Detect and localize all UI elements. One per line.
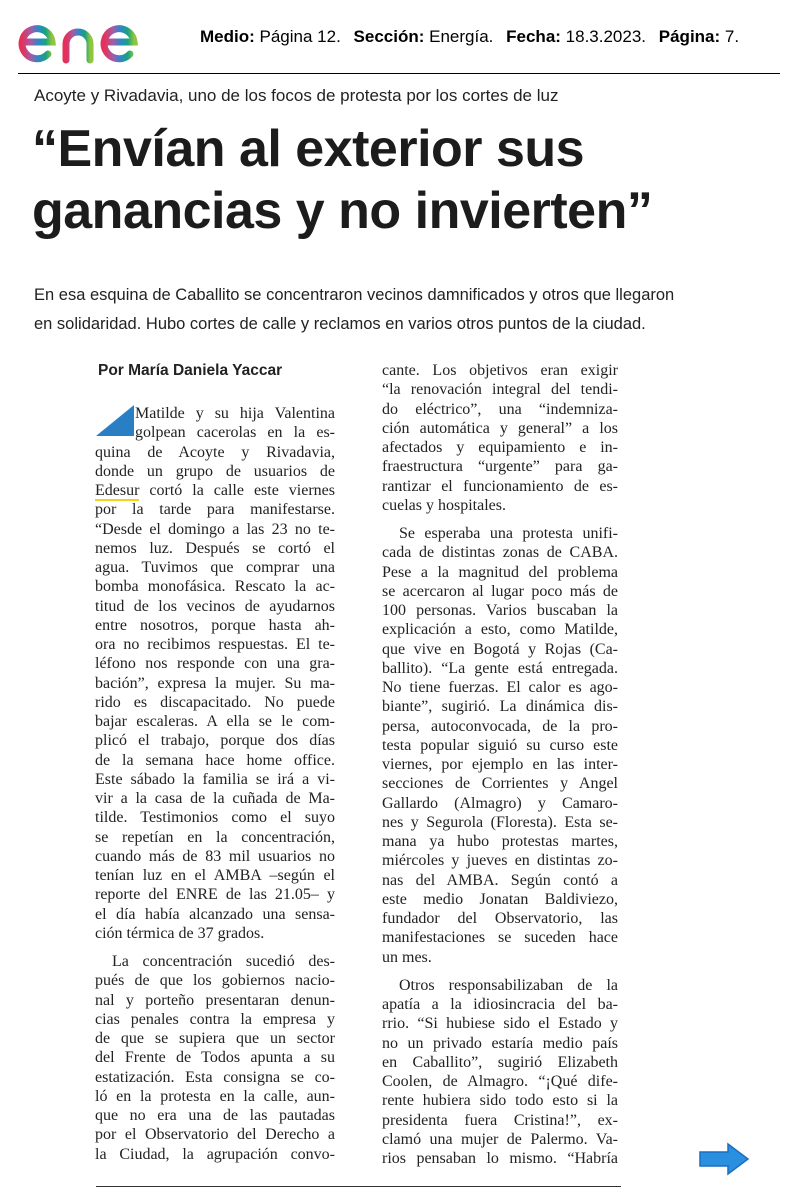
text-line: que no era una de las pautadas <box>95 1107 335 1124</box>
text-line: este medio Jonatan Baldiviezo, <box>382 890 618 908</box>
seccion-value: Energía. <box>429 27 494 46</box>
fecha-label: Fecha: <box>506 27 561 46</box>
subhead-line: en solidaridad. Hubo cortes de calle y reclamos en varios otros puntos de la ciudad. <box>34 315 646 333</box>
text-line: cuelas y hospitales. <box>382 496 506 514</box>
text-line: persa, autoconvocada, de la pro- <box>382 717 618 735</box>
seccion-label: Sección: <box>353 27 425 46</box>
fecha-value: 18.3.2023. <box>565 27 647 46</box>
text-line: nemos luz. Después se cortó el <box>95 539 335 557</box>
headline-line: ganancias y no invierten” <box>32 182 653 240</box>
text-line: La concentración sucedió des- <box>112 953 335 970</box>
text-line: apatía a la idiosincracia del ba- <box>382 996 618 1013</box>
text-line: ción térmica de 37 grados. <box>95 924 265 942</box>
bottom-divider <box>96 1186 621 1187</box>
text-line: cante. Los objetivos eran exigir <box>382 362 618 379</box>
byline: Por María Daniela Yaccar <box>98 362 283 379</box>
text-line: nes y Segurola (Floresta). Esta se- <box>382 813 618 831</box>
pagina-value: 7. <box>724 27 740 46</box>
text-line: de la semana hace home office. <box>95 751 335 769</box>
article-kicker: Acoyte y Rivadavia, uno de los focos de protesta por los cortes de luz <box>34 86 559 105</box>
highlighted-word: Edesur <box>95 482 140 499</box>
text-line: tilde. Testimonios como el suyo <box>95 809 335 827</box>
text-line: un mes. <box>382 948 432 966</box>
text-line: pués de que los gobiernos nacio- <box>95 972 335 990</box>
text-line: clamó una mujer de Palermo. Va- <box>382 1130 618 1148</box>
text-line: quina de Acoyte y Rivadavia, <box>95 443 335 461</box>
text-line: fundador del Observatorio, las <box>382 910 618 927</box>
text-line: rido es discapacitado. No puede <box>95 693 335 711</box>
text-line: Coolen, de Almagro. “¡Qué dife- <box>382 1073 618 1090</box>
text-line: léfono nos responde con una gra- <box>95 655 335 673</box>
text-fragment: cortó la calle este viernes <box>139 482 335 499</box>
text-line: testa popular siguió su curso este <box>382 736 618 754</box>
article-column-2 <box>382 361 618 1168</box>
text-line: manifestaciones se suceden hace <box>382 929 618 947</box>
pagina-label: Página: <box>658 27 721 46</box>
text-line: presidenta fuera Cristina!”, ex- <box>382 1111 618 1129</box>
text-line: donde un grupo de usuarios de <box>95 462 335 480</box>
text-line: que vive en Bogotá y Rojas (Ca- <box>382 640 618 658</box>
article-headline <box>32 118 782 242</box>
text-line: por el Observatorio del Derecho a <box>95 1126 335 1144</box>
text-line: vir a la casa de la cuñada de Ma- <box>95 790 335 807</box>
text-line: secciones de Corrientes y Angel <box>382 775 618 793</box>
text-line: ción automática y general” a los <box>382 419 618 437</box>
text-line: rrio. “Si hubiese sido el Estado y <box>382 1015 618 1033</box>
text-line: rente hubiera sido todo esto si la <box>382 1092 618 1110</box>
text-line: Gallardo (Almagro) y Camaro- <box>382 794 618 812</box>
text-line: el día había alcanzado una sensa- <box>95 905 335 923</box>
article-column-1 <box>95 404 335 1164</box>
text-line: estatización. Esta consigna se co- <box>95 1068 335 1086</box>
text-line: ballito). “La gente está entregada. <box>382 659 618 677</box>
text-line: cada de distintas zonas de CABA. <box>382 544 618 562</box>
text-line: se acercaron al lugar poco más de <box>382 582 618 600</box>
subhead-line: En esa esquina de Caballito se concentraron vecinos damnificados y otros que llegaron <box>34 286 675 304</box>
arrow-right-icon[interactable] <box>698 1142 750 1176</box>
text-line: “Desde el domingo a las 23 no te- <box>95 520 335 538</box>
text-line: agua. Tuvimos que comprar una <box>95 559 335 576</box>
text-line: nas del AMBA. Según contó a <box>382 871 618 889</box>
text-line: rios pensaban lo mismo. “Habría <box>382 1150 618 1167</box>
headline-line: “Envían al exterior sus <box>32 120 585 178</box>
medio-value: Página 12. <box>259 27 341 46</box>
text-line: afectados y equipamiento e in- <box>382 439 618 456</box>
text-line: Pese a la magnitud del problema <box>382 563 618 581</box>
text-line: no un privado estaría medio país <box>382 1034 618 1052</box>
text-line: de que se supiera que un sector <box>95 1030 335 1047</box>
text-line: golpean cacerolas en la es- <box>135 424 335 442</box>
text-line: Otros responsabilizaban de la <box>399 976 618 994</box>
text-line: ora no recibimos respuestas. El te- <box>95 636 335 653</box>
text-line: del Frente de Todos apunta a su <box>95 1049 335 1067</box>
paragraph-gap <box>95 943 335 952</box>
text-line <box>95 481 335 500</box>
text-line: se repetían en la concentración, <box>95 828 335 846</box>
text-line: cuando más de 83 mil usuarios no <box>95 847 335 865</box>
paragraph-gap <box>382 967 618 976</box>
text-line: bomba monofásica. Rescato la ac- <box>95 578 335 596</box>
enel-logo-graphic <box>18 4 180 68</box>
text-line: rantizar el funcionamiento de es- <box>382 477 618 495</box>
text-line: explicación a esto, como Matilde, <box>382 621 618 639</box>
paragraph-gap <box>382 515 618 524</box>
text-line: do eléctrico”, una “indemniza- <box>382 400 618 418</box>
text-line: “la renovación integral del tendi- <box>382 381 618 399</box>
enel-logo <box>18 4 180 68</box>
text-line: ló en la protesta en la calle, aun- <box>95 1087 335 1105</box>
text-line: la Ciudad, la agrupación convo- <box>95 1145 335 1163</box>
article-subhead <box>34 281 774 339</box>
header-divider <box>18 73 780 74</box>
text-line: plicó el trabajo, porque dos días <box>95 732 335 750</box>
page-header <box>0 0 800 76</box>
text-line: miércoles y jueves en distintas zo- <box>382 852 618 870</box>
text-line: 100 personas. Varios buscaban la <box>382 602 618 619</box>
text-line: bajar escaleras. A ella se le com- <box>95 713 335 730</box>
text-line: bación”, expresa la mujer. Su ma- <box>95 674 335 692</box>
text-line: nal y porteño presentaran denun- <box>95 991 335 1009</box>
text-line: en Caballito”, sugirió Elizabeth <box>382 1053 618 1071</box>
text-line: viernes, por ejemplo en las inter- <box>382 756 618 773</box>
text-line: por la tarde para manifestarse. <box>95 501 335 519</box>
text-line: titud de los vecinos de ayudarnos <box>95 597 335 615</box>
publication-meta <box>200 27 739 47</box>
text-line: tenían luz en el AMBA –según el <box>95 867 335 884</box>
medio-label: Medio: <box>200 27 255 46</box>
text-line: Este sábado la familia se irá a vi- <box>95 770 335 788</box>
text-line: cias penales contra la empresa y <box>95 1010 335 1028</box>
text-line: entre nosotros, porque hasta ah- <box>95 616 335 634</box>
text-line: mana ya hubo protestas martes, <box>382 833 618 850</box>
text-line: biante”, sugirió. La dinámica dis- <box>382 698 618 716</box>
text-line: No tiene fuerzas. El calor es ago- <box>382 679 618 696</box>
text-line: Se esperaba una protesta unifi- <box>399 525 618 542</box>
text-line: fraestructura “urgente” para ga- <box>382 458 618 476</box>
text-line: reporte del ENRE de las 21.05– y <box>95 886 335 904</box>
text-line: Matilde y su hija Valentina <box>135 405 335 422</box>
